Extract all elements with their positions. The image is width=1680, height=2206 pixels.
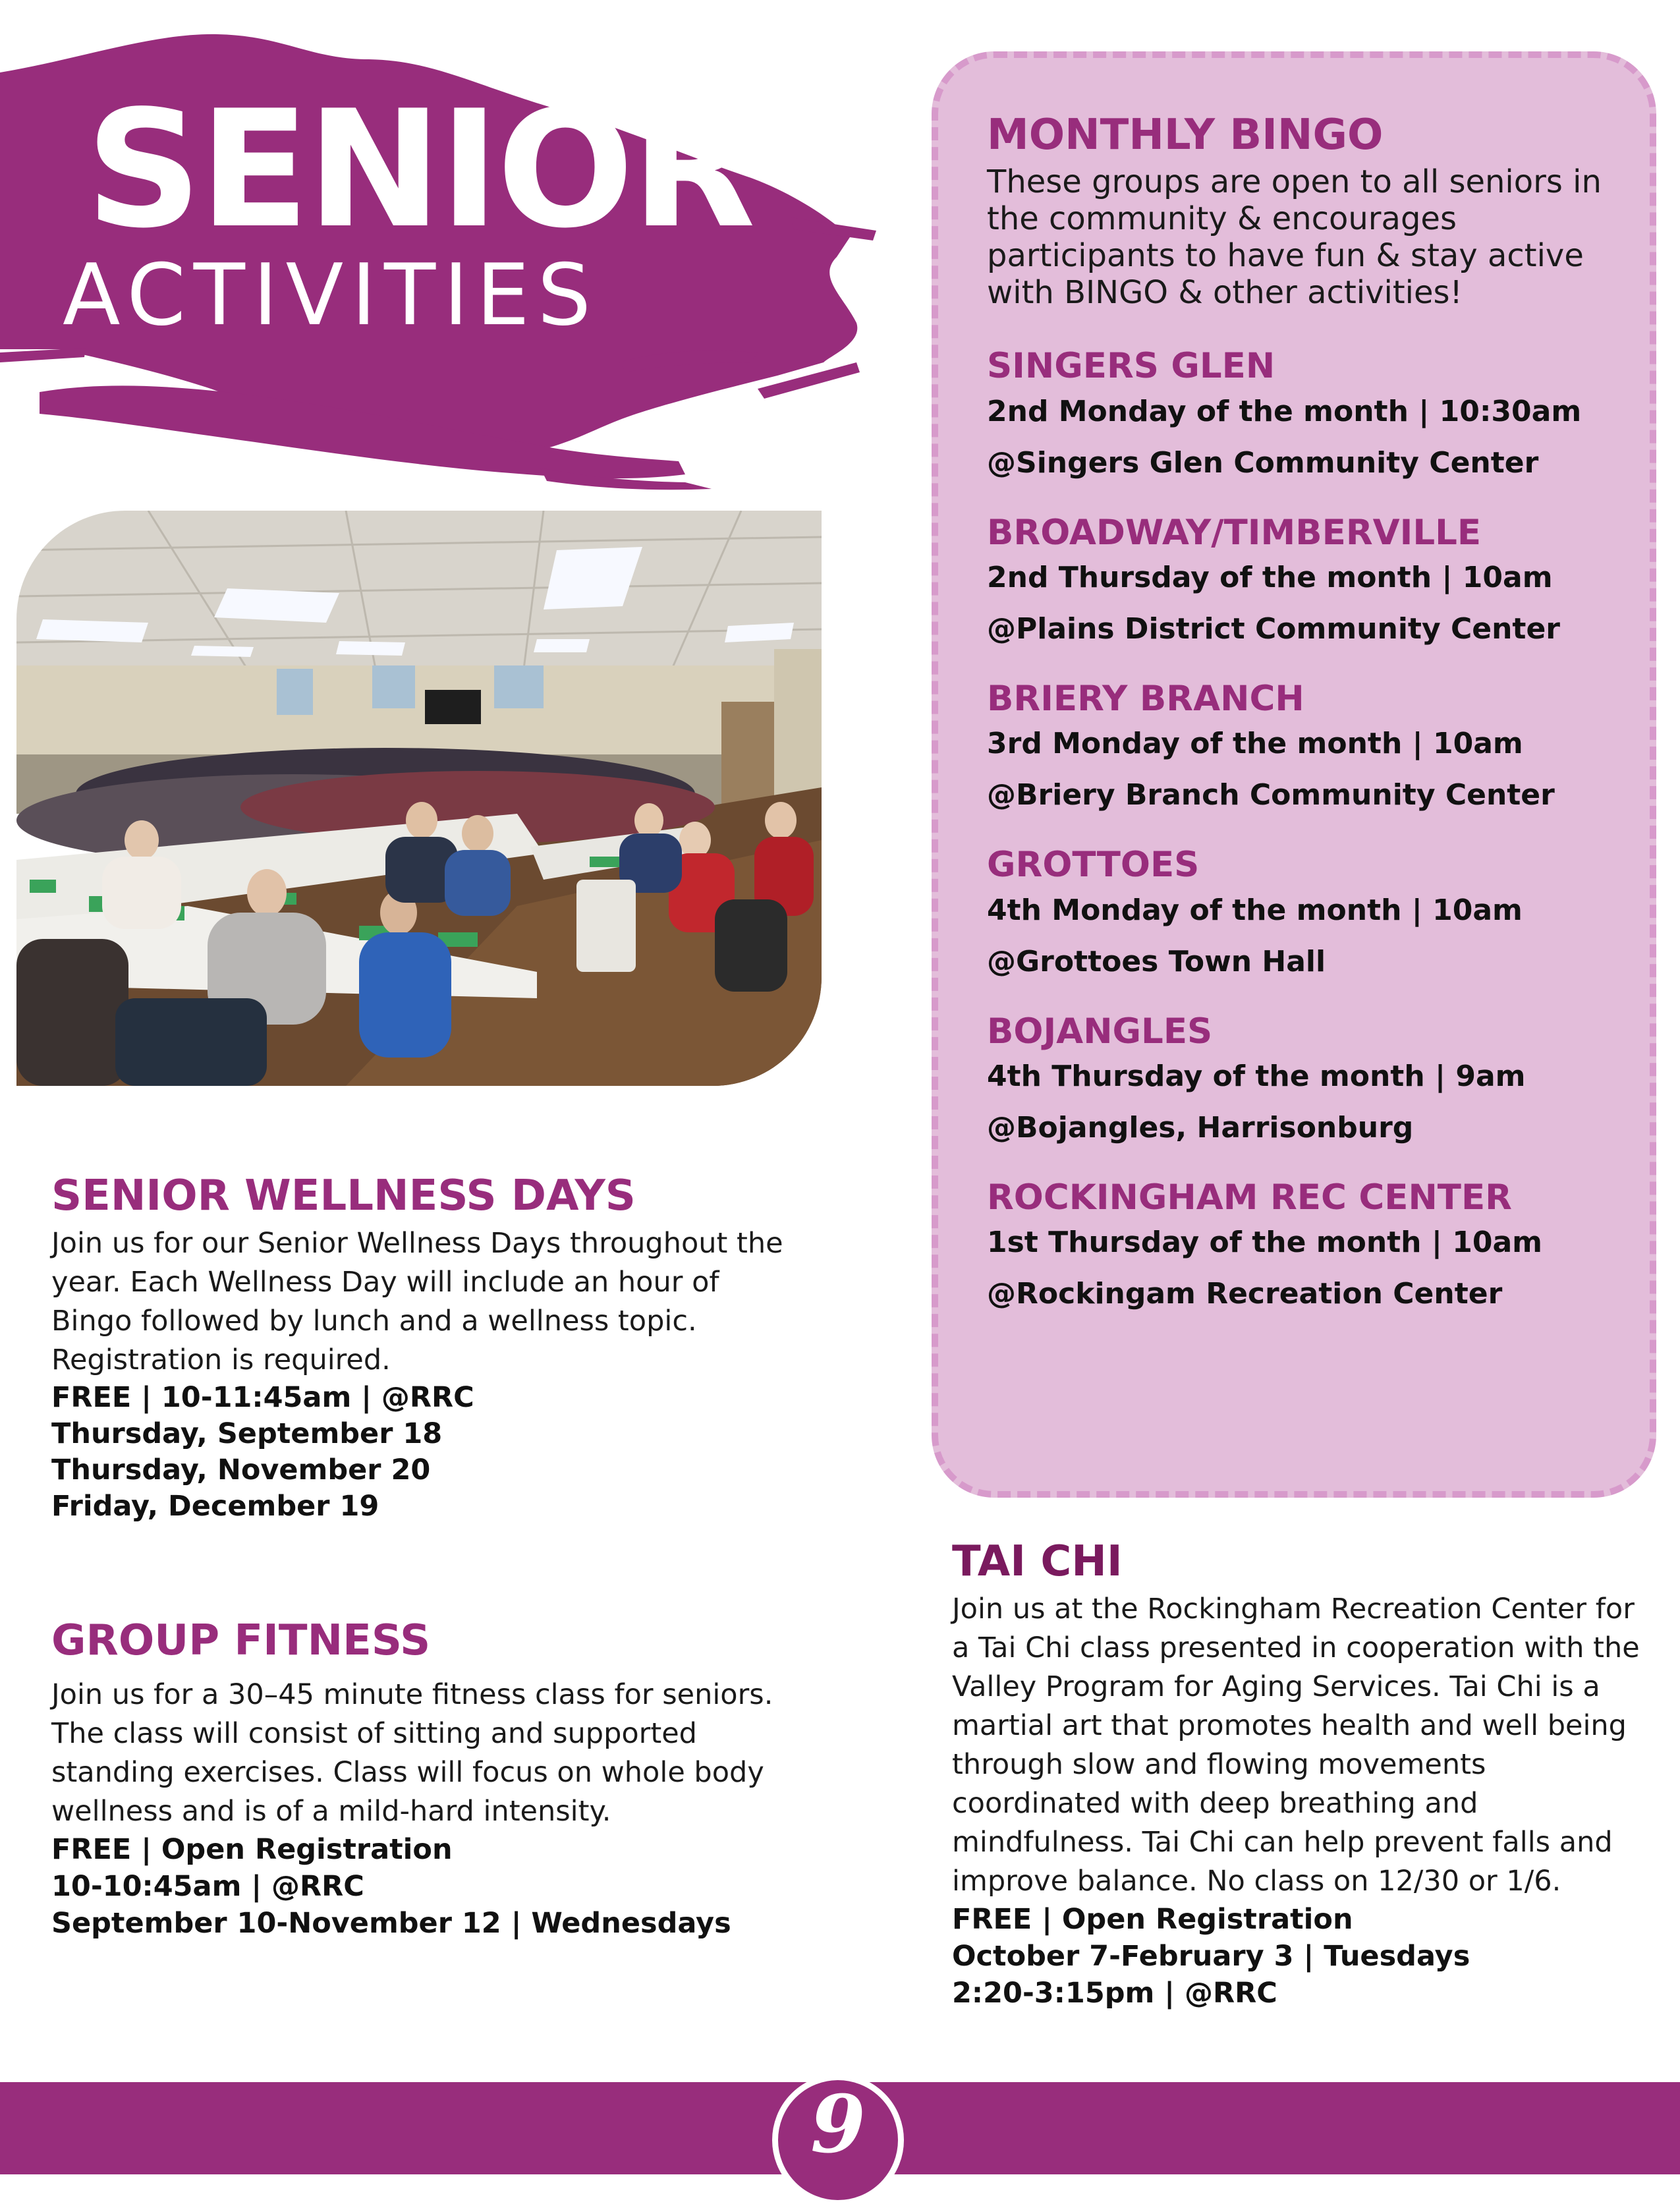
bingo-room-photo bbox=[16, 511, 822, 1086]
bingo-location-schedule: 3rd Monday of the month | 10am bbox=[987, 727, 1523, 761]
senior-wellness-section bbox=[51, 1173, 789, 1525]
senior-wellness-title: SENIOR WELLNESS DAYS bbox=[51, 1172, 636, 1220]
senior-wellness-description: Join us for our Senior Wellness Days throughout the year. Each Wellness Day will include an hour of Bingo followed by lunch and a wellness topic. Registration is required. bbox=[51, 1227, 783, 1377]
bingo-location-name: SINGERS GLEN bbox=[987, 346, 1275, 387]
tai-chi-detail: 2:20-3:15pm | @RRC bbox=[952, 1977, 1277, 2010]
bingo-location-singers-glen bbox=[987, 347, 1646, 488]
senior-wellness-detail: FREE | 10-11:45am | @RRC bbox=[51, 1381, 474, 1415]
monthly-bingo-description: These groups are open to all seniors in the community & encourages participants to have fun & stay active with BINGO & other activities! bbox=[987, 163, 1602, 312]
tai-chi-title: TAI CHI bbox=[952, 1537, 1123, 1586]
bingo-location-name: GROTTOES bbox=[987, 845, 1200, 886]
group-fitness-section bbox=[51, 1618, 789, 1942]
bingo-location-place: @Plains District Community Center bbox=[987, 611, 1560, 646]
title-senior: SENIOR bbox=[86, 76, 753, 264]
bingo-location-schedule: 2nd Monday of the month | 10:30am bbox=[987, 394, 1582, 428]
bingo-location-place: @Briery Branch Community Center bbox=[987, 778, 1555, 812]
bingo-location-schedule: 1st Thursday of the month | 10am bbox=[987, 1226, 1542, 1260]
group-fitness-description: Join us for a 30–45 minute fitness class for seniors. The class will consist of sitting and supported standing exercises. Class will focus on whole body wellness and is of a mild-hard intensity. bbox=[51, 1678, 773, 1828]
group-fitness-title: GROUP FITNESS bbox=[51, 1616, 431, 1665]
bingo-location-schedule: 2nd Thursday of the month | 10am bbox=[987, 560, 1553, 594]
bingo-location-schedule: 4th Thursday of the month | 9am bbox=[987, 1059, 1526, 1093]
bingo-location-name: BRIERY BRANCH bbox=[987, 678, 1304, 719]
bingo-location-name: BOJANGLES bbox=[987, 1011, 1213, 1052]
senior-wellness-date: Friday, December 19 bbox=[51, 1490, 379, 1523]
bingo-location-place: @Grottoes Town Hall bbox=[987, 944, 1326, 978]
bingo-location-place: @Bojangles, Harrisonburg bbox=[987, 1110, 1414, 1145]
senior-wellness-date: Thursday, November 20 bbox=[51, 1454, 431, 1487]
monthly-bingo-content bbox=[987, 112, 1646, 1320]
bingo-location-bojangles bbox=[987, 1013, 1646, 1154]
tai-chi-description: Join us at the Rockingham Recreation Center for a Tai Chi class presented in cooperation with the Valley Program for Aging Services. Tai Chi is a martial art that promotes health and well being through slow and flowing movements coordinated with deep breathing and mindfulness. Tai Chi can help prevent falls and improve balance. No class on 12/30 or 1/6. bbox=[952, 1593, 1640, 1898]
senior-wellness-date: Thursday, September 18 bbox=[51, 1417, 443, 1451]
group-fitness-detail: September 10-November 12 | Wednesdays bbox=[51, 1907, 731, 1940]
monthly-bingo-title: MONTHLY BINGO bbox=[987, 111, 1384, 159]
bingo-location-schedule: 4th Monday of the month | 10am bbox=[987, 893, 1523, 927]
tai-chi-section bbox=[952, 1539, 1650, 2012]
bingo-location-grottoes bbox=[987, 846, 1646, 987]
bingo-location-broadway-timberville bbox=[987, 514, 1646, 655]
bingo-location-briery-branch bbox=[987, 680, 1646, 821]
bingo-location-rockingham-rec-center bbox=[987, 1179, 1646, 1320]
page-number: 9 bbox=[810, 2078, 866, 2171]
title-activities: ACTIVITIES bbox=[63, 246, 599, 345]
group-fitness-detail: FREE | Open Registration bbox=[51, 1833, 453, 1867]
bingo-location-name: ROCKINGHAM REC CENTER bbox=[987, 1177, 1512, 1218]
group-fitness-detail: 10-10:45am | @RRC bbox=[51, 1870, 364, 1904]
tai-chi-detail: FREE | Open Registration bbox=[952, 1903, 1353, 1937]
bingo-location-place: @Rockingam Recreation Center bbox=[987, 1277, 1503, 1311]
bingo-location-name: BROADWAY/TIMBERVILLE bbox=[987, 512, 1482, 553]
tai-chi-detail: October 7-February 3 | Tuesdays bbox=[952, 1940, 1470, 1973]
bingo-location-place: @Singers Glen Community Center bbox=[987, 445, 1539, 480]
